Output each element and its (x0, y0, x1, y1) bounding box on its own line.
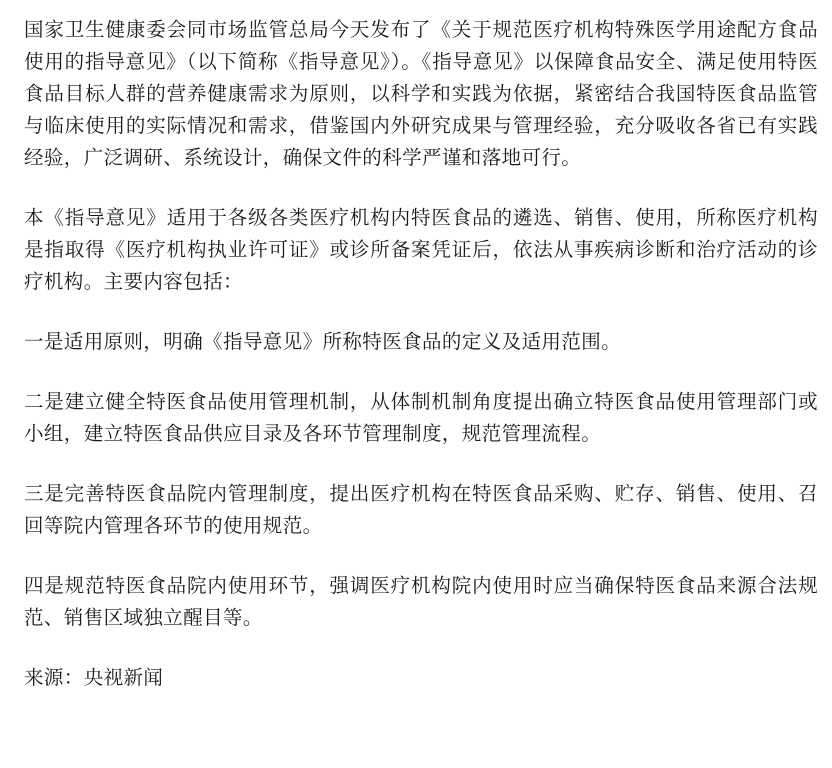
article-paragraph-intro: 国家卫生健康委会同市场监管总局今天发布了《关于规范医疗机构特殊医学用途配方食品使用的指导意见》（以下简称《指导意见》）。《指导意见》以保障食品安全、满足使用特医食品目标人群的营养健康需求为原则，以科学和实践为依据，紧密结合我国特医食品监管与临床使用的实际情况和需求，借鉴国内外研究成果与管理经验，充分吸收各省已有实践经验，广泛调研、系统设计，确保文件的科学严谨和落地可行。 (24, 18, 818, 169)
article-paragraph-point-2: 二是建立健全特医食品使用管理机制，从体制机制角度提出确立特医食品使用管理部门或小组，建立特医食品供应目录及各环节管理制度，规范管理流程。 (24, 390, 818, 445)
article-paragraph-point-3: 三是完善特医食品院内管理制度，提出医疗机构在特医食品采购、贮存、销售、使用、召回等院内管理各环节的使用规范。 (24, 482, 818, 537)
article-paragraph-scope: 本《指导意见》适用于各级各类医疗机构内特医食品的遴选、销售、使用，所称医疗机构是指取得《医疗机构执业许可证》或诊所备案凭证后，依法从事疾病诊断和治疗活动的诊疗机构。主要内容包括： (24, 206, 818, 293)
article-paragraph-point-1: 一是适用原则，明确《指导意见》所称特医食品的定义及适用范围。 (24, 330, 622, 353)
article-paragraph-point-4: 四是规范特医食品院内使用环节，强调医疗机构院内使用时应当确保特医食品来源合法规范、销售区域独立醒目等。 (24, 574, 818, 629)
article-source: 来源：央视新闻 (24, 666, 164, 689)
